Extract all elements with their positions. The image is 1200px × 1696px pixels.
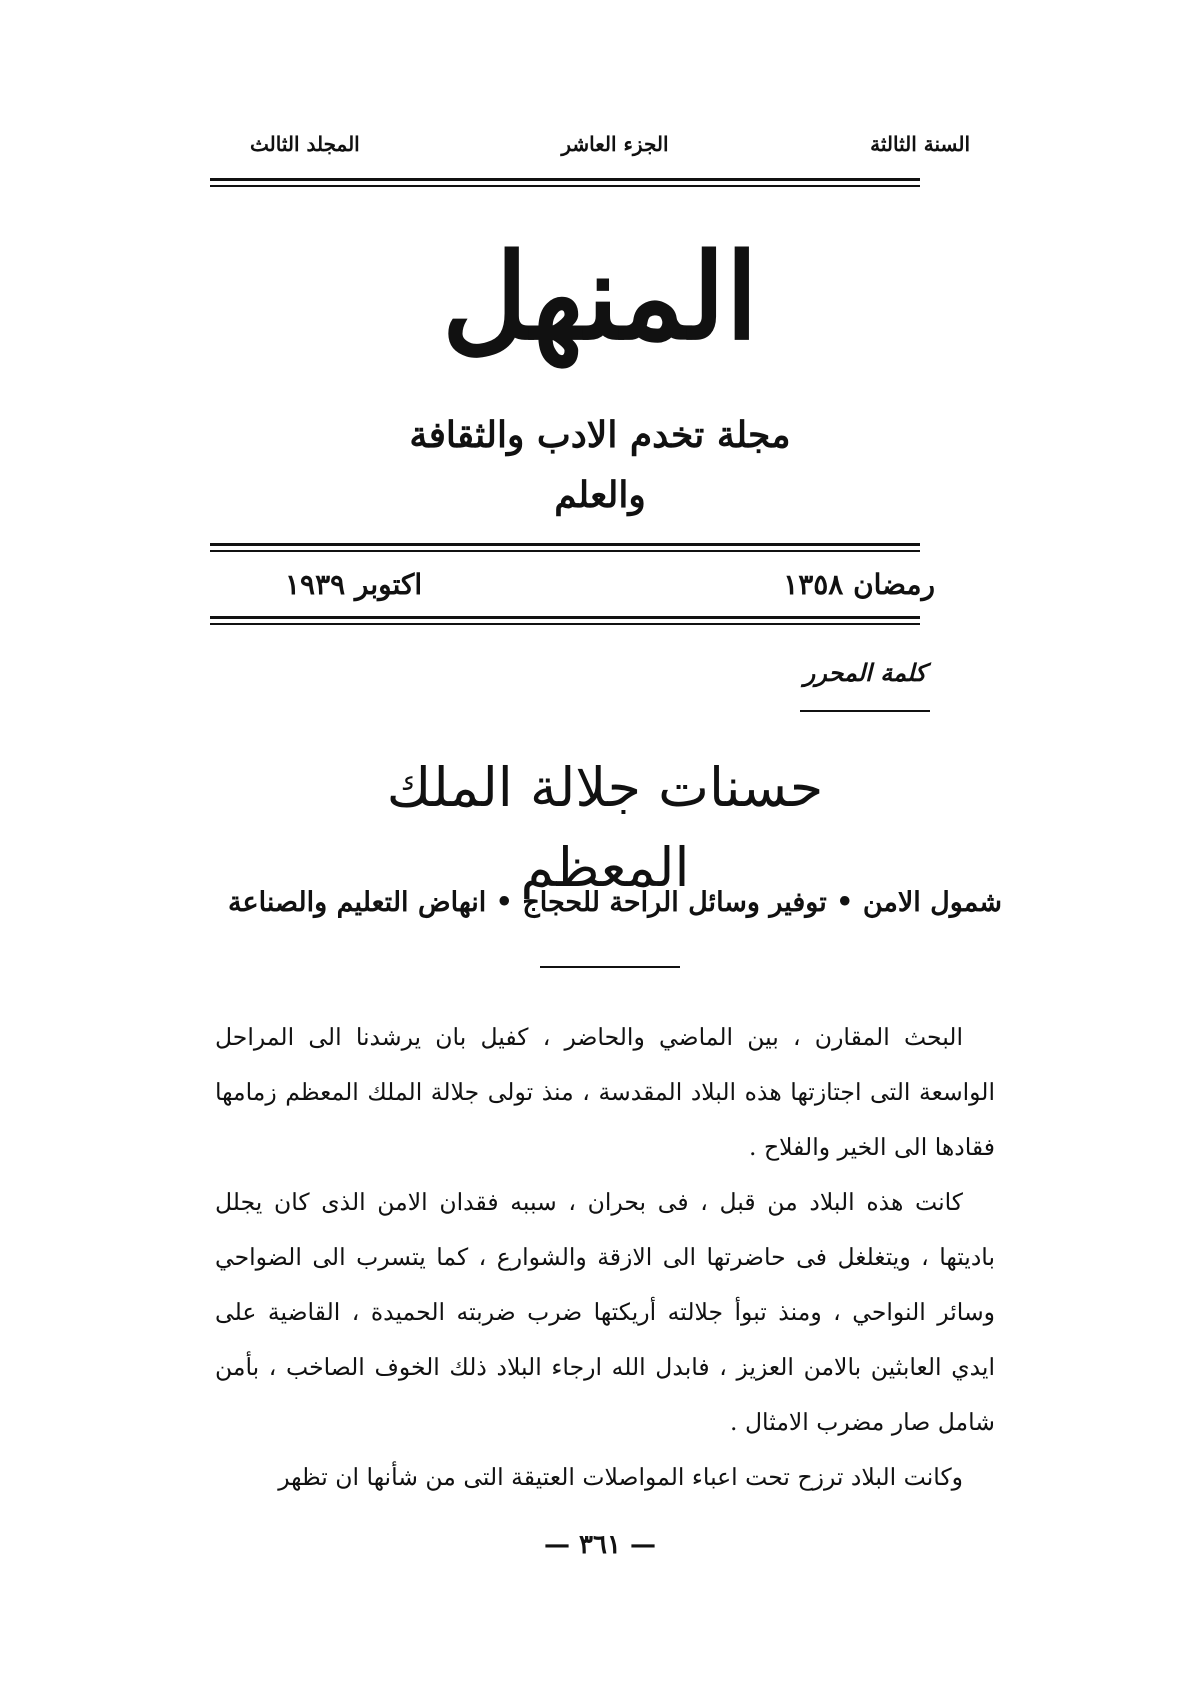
header-rule-bottom <box>210 185 920 187</box>
issue-year: السنة الثالثة <box>870 132 970 156</box>
issue-meta-row <box>250 124 970 164</box>
gregorian-date: اكتوبر ١٩٣٩ <box>285 567 423 601</box>
header-rule-top <box>210 178 920 181</box>
paragraph-3: وكانت البلاد ترزح تحت اعباء المواصلات العتيقة التى من شأنها ان تظهر <box>278 1463 963 1491</box>
editor-section-label: كلمة المحرر <box>803 658 927 687</box>
date-row <box>285 564 935 604</box>
issue-volume: المجلد الثالث <box>250 132 360 156</box>
date-rule-top-1 <box>210 543 920 546</box>
article-headline: حسنات جلالة الملك المعظم <box>386 756 824 899</box>
masthead-title: المنهل <box>441 227 759 366</box>
separator-rule <box>540 966 680 968</box>
paragraph-1: البحث المقارن ، بين الماضي والحاضر ، كفيل بان يرشدنا الى المراحل الواسعة التى اجتازتها هذه البلاد المقدسة ، منذ تولى جلالة الملك المعظم زمامها فقادها الى الخير والفلاح . <box>215 1023 995 1161</box>
editor-label-underline <box>800 710 930 712</box>
hijri-date: رمضان ١٣٥٨ <box>783 567 935 601</box>
page-number: — ٣٦١ — <box>543 1530 657 1560</box>
date-rule-bottom-2 <box>210 623 920 625</box>
date-rule-top-2 <box>210 550 920 552</box>
issue-part: الجزء العاشر <box>561 132 669 156</box>
paragraph-2: كانت هذه البلاد من قبل ، فى بحران ، سببه فقدان الامن الذى كان يجلل باديتها ، ويتغلغل فى حاضرتها الى الازقة والشوارع ، كما يتسرب الى الضواحي وسائر النواحي ، ومنذ تبوأ جلالته أريكتها ضرب ضربته الحميدة ، القاضية على ايدي العابثين بالامن العزيز ، فابدل الله ارجاء البلاد ذلك الخوف الصاخب ، بأمن شامل صار مضرب الامثال . <box>215 1188 995 1436</box>
article-body <box>215 1010 995 1505</box>
masthead-subtitle: مجلة تخدم الادب والثقافة والعلم <box>409 414 791 516</box>
date-rule-bottom-1 <box>210 616 920 619</box>
article-subheadline: شمول الامن • توفير وسائل الراحة للحجاج • انهاض التعليم والصناعة <box>228 887 1002 918</box>
